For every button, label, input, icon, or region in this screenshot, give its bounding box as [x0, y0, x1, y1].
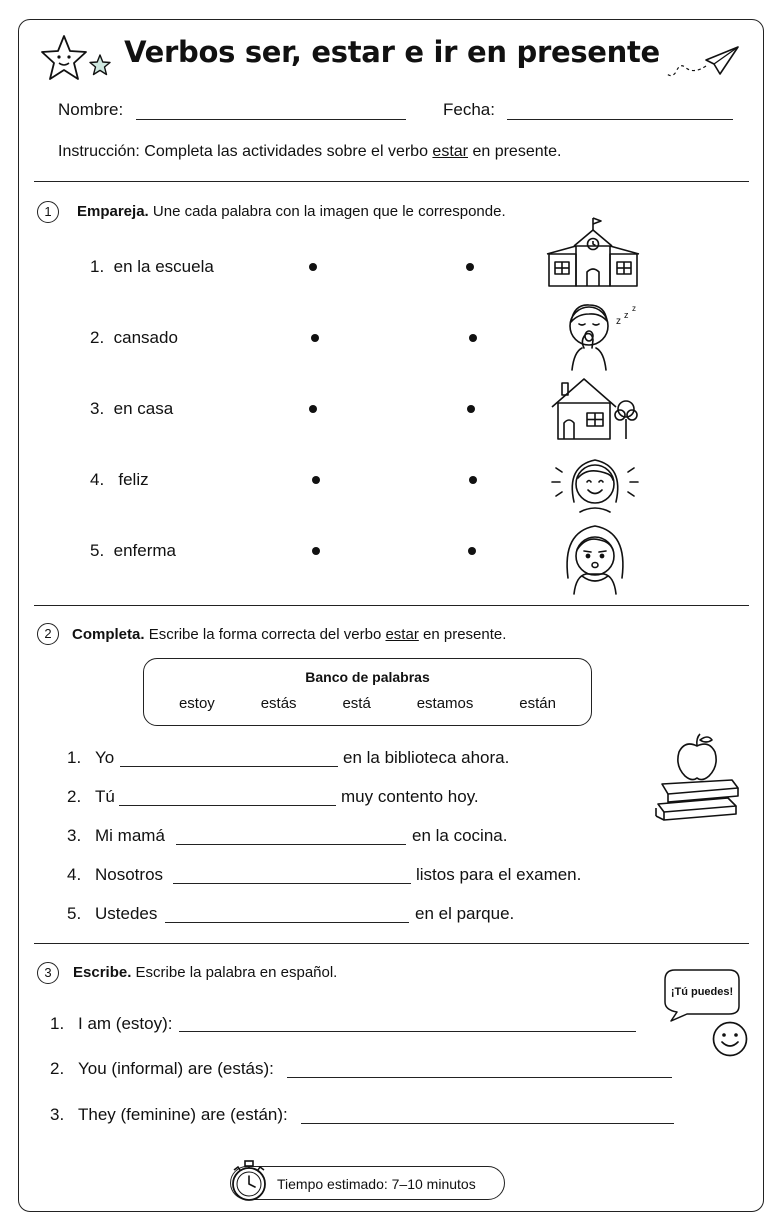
word-bank-word: están [519, 695, 556, 712]
divider [34, 181, 749, 182]
divider [34, 943, 749, 944]
match-dot-right[interactable] [469, 476, 477, 484]
tired-boy-icon [562, 296, 644, 372]
answer-blank[interactable] [165, 922, 409, 923]
match-item: 5. enferma [90, 541, 177, 560]
match-dot-left[interactable] [309, 405, 317, 413]
date-label: Fecha: [443, 100, 495, 119]
translate-number: 1. [50, 1014, 65, 1033]
match-item: 4. feliz [90, 470, 149, 489]
sentence-number: 5. [67, 904, 82, 923]
answer-line[interactable] [287, 1077, 672, 1078]
match-dot-left[interactable] [312, 547, 320, 555]
sentence-start: Ustedes [95, 904, 158, 923]
word-bank-word: está [342, 695, 371, 712]
match-dot-left[interactable] [312, 476, 320, 484]
section-number: 1 [37, 201, 59, 223]
word-bank-title: Banco de palabras [305, 669, 430, 685]
apple-books-icon [652, 732, 746, 824]
section-number: 2 [37, 623, 59, 645]
word-bank-words [144, 695, 591, 712]
speech-bubble-text: ¡Tú puedes! [670, 986, 734, 998]
sentence-start: Mi mamá [95, 826, 165, 845]
match-dot-right[interactable] [469, 334, 477, 342]
section-number: 3 [37, 962, 59, 984]
match-item: 2. cansado [90, 328, 178, 347]
section1-heading: Empareja. Une cada palabra con la imagen que le corresponde. [77, 203, 506, 220]
section2-heading: Completa. Escribe la forma correcta del verbo estar en presente. [72, 626, 507, 643]
answer-blank[interactable] [176, 844, 406, 845]
match-dot-left[interactable] [309, 263, 317, 271]
word-bank-word: estoy [178, 695, 215, 712]
word-bank [143, 658, 592, 726]
sentence-end: en la biblioteca ahora. [343, 748, 510, 767]
answer-line[interactable] [179, 1031, 636, 1032]
answer-blank[interactable] [119, 805, 336, 806]
match-item: 3. en casa [90, 399, 174, 418]
instruction: Instrucción: Completa las actividades sobre el verbo estar en presente. [58, 143, 562, 160]
translate-number: 2. [50, 1059, 65, 1078]
translate-number: 3. [50, 1105, 65, 1124]
sentence-number: 2. [67, 787, 82, 806]
sentence-end: en la cocina. [412, 826, 508, 845]
answer-blank[interactable] [120, 766, 338, 767]
sentence-end: en el parque. [415, 904, 515, 923]
match-dot-right[interactable] [466, 263, 474, 271]
sentence-end: listos para el examen. [416, 865, 582, 884]
name-label: Nombre: [58, 100, 124, 119]
answer-line[interactable] [301, 1123, 674, 1124]
match-dot-left[interactable] [311, 334, 319, 342]
time-estimate-label: Tiempo estimado: 7–10 minutos [277, 1176, 476, 1192]
date-line[interactable] [507, 119, 733, 120]
word-bank-word: estás [260, 695, 297, 712]
sentence-number: 3. [67, 826, 82, 845]
sentence-number: 4. [67, 865, 82, 884]
name-line[interactable] [136, 119, 406, 120]
svg-text:z: z [616, 316, 621, 327]
word-bank-word: estamos [416, 695, 474, 712]
section3-heading: Escribe. Escribe la palabra en español. [73, 964, 338, 981]
page-title: Verbos ser, estar e ir en presente [124, 35, 660, 69]
house-icon [550, 375, 642, 441]
smiley-icon [711, 1020, 749, 1058]
happy-girl-icon [548, 446, 642, 514]
match-dot-right[interactable] [467, 405, 475, 413]
sentence-start: Nosotros [95, 865, 164, 884]
svg-text:z: z [624, 310, 629, 320]
sentence-start: Yo [95, 748, 115, 767]
svg-text:z: z [632, 304, 636, 313]
answer-blank[interactable] [173, 883, 411, 884]
sentence-number: 1. [67, 748, 82, 767]
match-item: 1. en la escuela [90, 257, 214, 276]
match-dot-right[interactable] [468, 547, 476, 555]
stopwatch-icon [229, 1158, 271, 1204]
divider [34, 605, 749, 606]
translate-prompt: I am (estoy): [78, 1014, 173, 1033]
time-estimate-pill [230, 1166, 505, 1200]
translate-prompt: They (feminine) are (están): [78, 1105, 288, 1124]
sentence-start: Tú [95, 787, 115, 806]
sentence-end: muy contento hoy. [341, 787, 479, 806]
school-icon [546, 216, 640, 288]
sick-girl-icon [560, 518, 630, 596]
translate-prompt: You (informal) are (estás): [78, 1059, 274, 1078]
